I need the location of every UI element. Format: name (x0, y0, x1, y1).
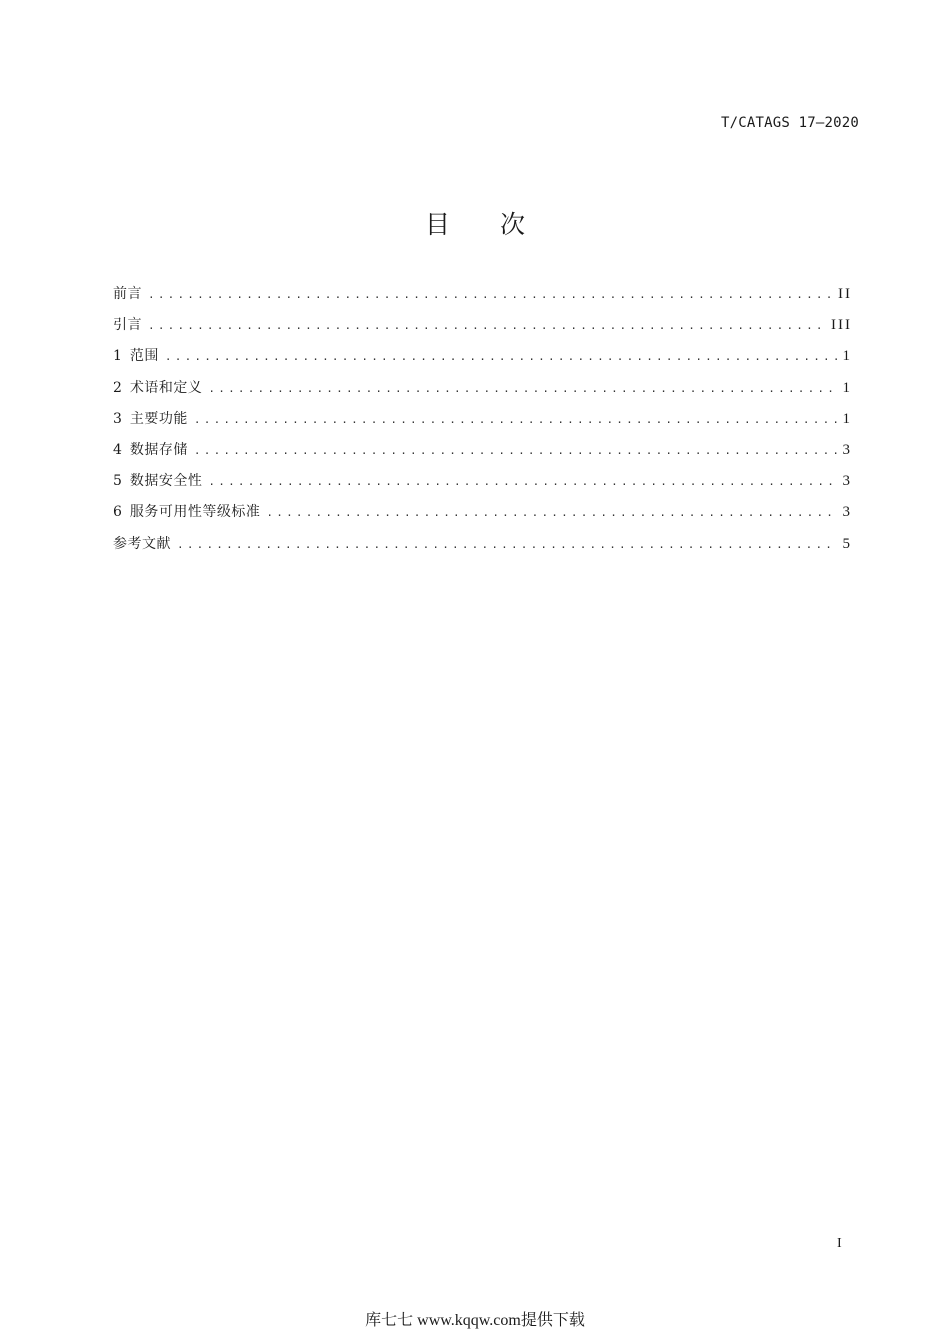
toc-entry-terms[interactable] (113, 377, 852, 408)
toc-entry-label: 服务可用性等级标准 (129, 504, 261, 521)
toc-entry-label: 前言 (113, 286, 142, 302)
toc-entry-page: II (838, 286, 852, 302)
toc-entry-introduction[interactable] (113, 314, 852, 345)
toc-leader-dots (194, 413, 837, 426)
toc-entry-number: 6 (113, 504, 122, 521)
toc-entry-number: 1 (113, 348, 122, 365)
toc-entry-label: 数据安全性 (129, 473, 203, 490)
toc-entry-page: 1 (842, 410, 852, 427)
toc-entry-service-availability[interactable] (113, 501, 852, 532)
toc-entry-page: 3 (842, 473, 852, 490)
document-code: T/CATAGS 17—2020 (720, 115, 859, 131)
toc-entry-page: 1 (842, 379, 852, 396)
download-source-note: 库七七 www.kqqw.com提供下载 (365, 1312, 585, 1329)
toc-entry-page: 5 (842, 535, 852, 552)
toc-heading-char-1: 目 (425, 210, 451, 239)
toc-entry-page: 3 (842, 441, 852, 458)
toc-entry-main-functions[interactable] (113, 408, 852, 439)
toc-heading (0, 205, 950, 241)
toc-entry-page: 1 (842, 348, 852, 365)
toc-leader-dots (266, 506, 836, 519)
toc-leader-dots (208, 382, 836, 395)
toc-leader-dots (177, 538, 837, 551)
toc-entry-foreword[interactable] (113, 283, 852, 314)
toc-entry-label: 参考文献 (113, 535, 171, 552)
toc-entry-scope[interactable] (113, 345, 852, 376)
toc-leader-dots (165, 350, 837, 363)
toc-entry-label: 引言 (113, 317, 142, 334)
toc-entry-label: 主要功能 (129, 410, 188, 427)
toc-leader-dots (148, 288, 832, 301)
toc-leader-dots (194, 444, 837, 457)
toc-entry-page: 3 (842, 504, 852, 521)
page-number: I (837, 1236, 842, 1251)
toc-entry-number: 3 (113, 410, 122, 427)
toc-heading-char-2: 次 (500, 210, 526, 239)
toc-entry-number: 2 (113, 379, 122, 396)
toc-entry-label: 数据存储 (129, 441, 188, 458)
toc-entry-page: III (831, 317, 852, 334)
toc-leader-dots (148, 319, 825, 332)
table-of-contents (113, 283, 852, 564)
toc-entry-label: 范围 (129, 348, 159, 365)
toc-entry-number: 5 (113, 473, 122, 490)
toc-entry-number: 4 (113, 441, 122, 458)
toc-entry-bibliography[interactable] (113, 533, 852, 564)
toc-entry-data-security[interactable] (113, 470, 852, 501)
toc-leader-dots (208, 475, 836, 488)
toc-entry-label: 术语和定义 (129, 379, 203, 396)
toc-entry-data-storage[interactable] (113, 439, 852, 470)
